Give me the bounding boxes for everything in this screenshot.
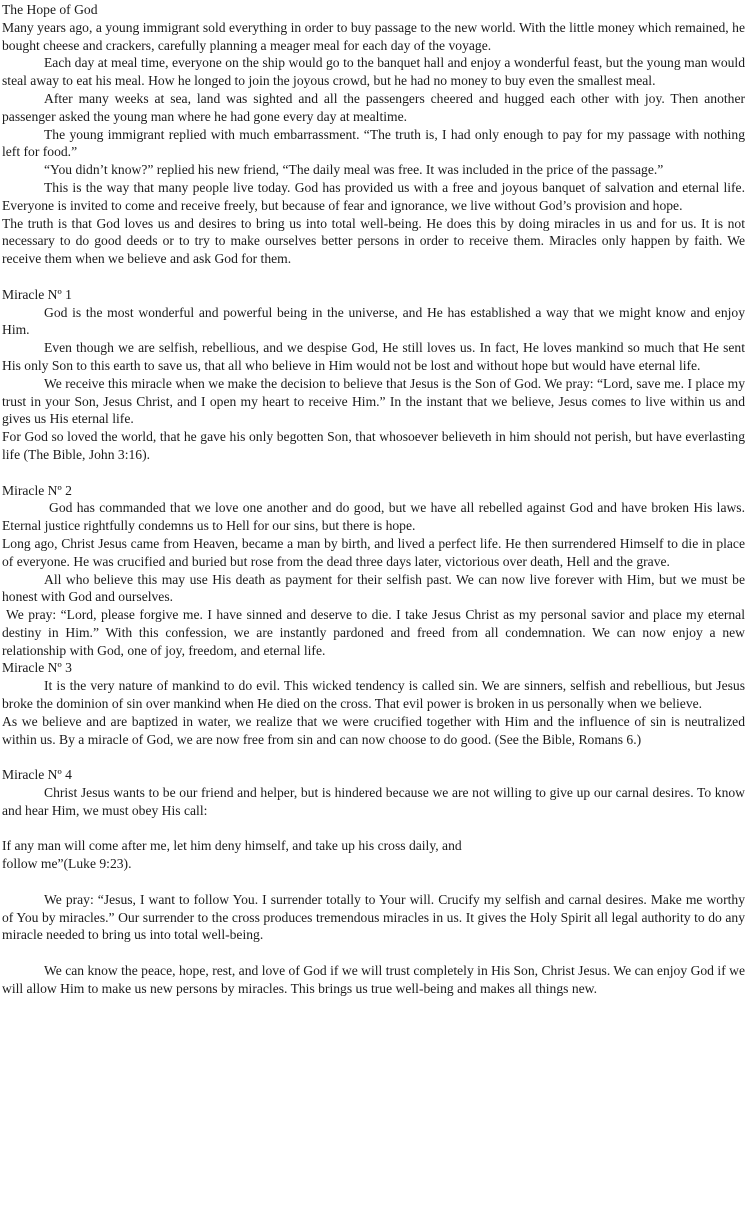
intro-paragraph: Each day at meal time, everyone on the ship would go to the banquet hall and enjoy a wonderful feast, but the young man would steal away to eat his meal. How he longed to join the joyous crowd, but he had no money to buy even the smallest meal. xyxy=(2,55,745,89)
spacer xyxy=(2,820,745,838)
intro-paragraph: The young immigrant replied with much embarrassment. “The truth is, I had only enough to pay for my passage with nothing left for food.” xyxy=(2,126,745,160)
section-heading-miracle-3: Miracle Nº 3 xyxy=(2,660,72,676)
scripture-quote-line: If any man will come after me, let him deny himself, and take up his cross daily, and xyxy=(2,838,462,854)
section-heading-miracle-1: Miracle Nº 1 xyxy=(2,286,72,302)
spacer xyxy=(2,944,745,962)
spacer xyxy=(2,873,745,891)
spacer xyxy=(2,464,745,482)
miracle-1-paragraph: Even though we are selfish, rebellious, and we despise God, He still loves us. In fact, He loves mankind so much that He sent His only Son to this earth to save us, that all who believe in Him would not be lost and without hope but would have eternal life. xyxy=(2,340,745,373)
miracle-1-paragraph: God is the most wonderful and powerful being in the universe, and He has established a way that we might know and enjoy Him. xyxy=(2,304,745,338)
miracle-2-paragraph: Long ago, Christ Jesus came from Heaven, became a man by birth, and lived a perfect life. He then surrendered Himself to die in place of everyone. He was crucified and buried but rose from the dead three days later, victorious over death, Hell and the grave. xyxy=(2,535,745,569)
miracle-3-paragraph: As we believe and are baptized in water, we realize that we were crucified together with Him and the influence of sin is neutralized within us. By a miracle of God, we are now free from sin and can now choose to do good. (See the Bible, Romans 6.) xyxy=(2,713,745,747)
intro-paragraph: This is the way that many people live today. God has provided us with a free and joyous banquet of salvation and eternal life. Everyone is invited to come and receive freely, but because of fear and ignorance, we live without God’s provision and hope. xyxy=(2,179,745,213)
miracle-4-prayer: We pray: “Jesus, I want to follow You. I surrender totally to Your will. Crucify my selfish and carnal desires. Make me worthy of You by miracles.” Our surrender to the cross produces tremendous miracles in us. It gives the Holy Spirit all legal authority to do any miracle needed to bring us into total well-being. xyxy=(2,891,745,943)
miracle-2-paragraph: God has commanded that we love one another and do good, but we have all rebelled against God and have broken His laws. Eternal justice rightfully condemns us to Hell for our sins, but there is hope. xyxy=(2,500,745,534)
miracle-2-paragraph: All who believe this may use His death as payment for their selfish past. We can now live forever with Him, but we must be honest with God and ourselves. xyxy=(2,571,745,605)
intro-paragraph: Many years ago, a young immigrant sold everything in order to buy passage to the new world. With the little money which remained, he bought cheese and crackers, carefully planning a meager meal for each day of the voyage. xyxy=(2,19,745,53)
closing-paragraph: We can know the peace, hope, rest, and love of God if we will trust completely in His Son, Christ Jesus. We can enjoy God if we will allow Him to make us new persons by miracles. This brings us true well-being and makes all things new. xyxy=(2,963,745,996)
miracle-1-paragraph: We receive this miracle when we make the decision to believe that Jesus is the Son of God. We pray: “Lord, save me. I place my trust in your Son, Jesus Christ, and I open my heart to receive Him.” In the instant that we believe, Jesus comes to live within us and gives us His eternal life. xyxy=(2,375,745,427)
miracle-2-prayer: We pray: “Lord, please forgive me. I have sinned and deserve to die. I take Jesus Christ as my personal savior and place my eternal destiny in Him.” With this confession, we are instantly pardoned and freed from all condemnation. We can now enjoy a new relationship with God, one of joy, freedom, and eternal life. xyxy=(2,607,745,658)
scripture-quote-line: follow me”(Luke 9:23). xyxy=(2,856,132,872)
miracle-4-paragraph: Christ Jesus wants to be our friend and helper, but is hindered because we are not willing to give up our carnal desires. To know and hear Him, we must obey His call: xyxy=(2,785,745,818)
miracle-3-paragraph: It is the very nature of mankind to do evil. This wicked tendency is called sin. We are sinners, selfish and rebellious, but Jesus broke the dominion of sin over mankind when He died on the cross. That evil power is broken in us personally when we believe. xyxy=(2,678,745,712)
intro-paragraph: “You didn’t know?” replied his new friend, “The daily meal was free. It was included in the price of the passage.” xyxy=(44,162,664,178)
spacer xyxy=(2,748,745,766)
intro-paragraph: After many weeks at sea, land was sighted and all the passengers cheered and hugged each other with joy. Then another passenger asked the young man where he had gone every day at mealtime. xyxy=(2,90,745,124)
section-heading-miracle-4: Miracle Nº 4 xyxy=(2,767,72,783)
spacer xyxy=(2,268,745,286)
section-heading-miracle-2: Miracle Nº 2 xyxy=(2,482,72,498)
miracle-1-scripture: For God so loved the world, that he gave his only begotten Son, that whosoever believeth in him should not perish, but have everlasting life (The Bible, John 3:16). xyxy=(2,429,745,462)
intro-paragraph: The truth is that God loves us and desires to bring us into total well-being. He does this by doing miracles in us and for us. It is not necessary to do good deeds or to try to make ourselves better persons in order to receive them. Miracles only happen by faith. We receive them when we believe and ask God for them. xyxy=(2,215,745,267)
document-title: The Hope of God xyxy=(2,2,98,17)
document xyxy=(2,1,745,998)
